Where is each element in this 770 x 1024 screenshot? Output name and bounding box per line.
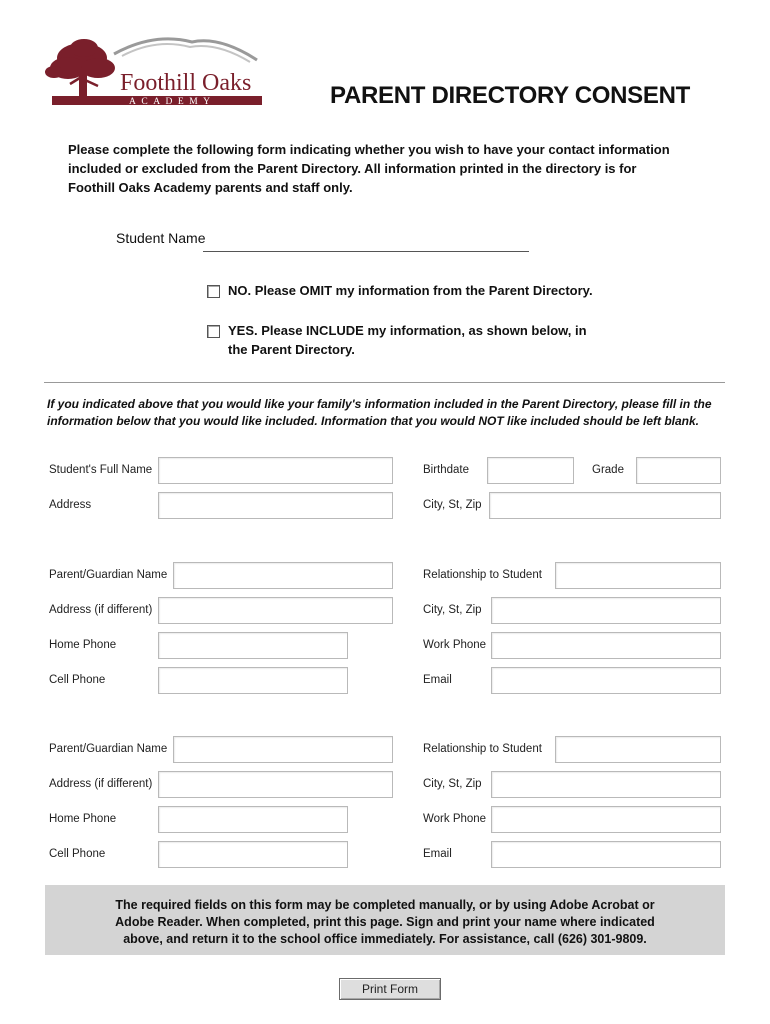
guardian2-email-field[interactable] [491,841,721,868]
intro-line: included or excluded from the Parent Directory. All information printed in the directory is for [68,161,637,176]
guardian1-email-label: Email [423,674,452,686]
guardian1-relationship-field[interactable] [555,562,721,589]
guardian1-work-phone-field[interactable] [491,632,721,659]
guardian1-email-field[interactable] [491,667,721,694]
guardian2-address-field[interactable] [158,771,393,798]
logo-subtitle: ACADEMY [129,97,216,107]
grade-label: Grade [592,464,624,476]
student-name-label: Student Name [116,230,206,246]
intro-paragraph [68,140,708,197]
student-full-name-label: Student's Full Name [49,464,153,476]
birthdate-label: Birthdate [423,464,470,476]
page-title: PARENT DIRECTORY CONSENT [330,82,690,109]
include-checkbox[interactable] [207,325,220,338]
school-logo [42,30,267,110]
submission-notice [45,885,725,955]
guardian1-home-phone-field[interactable] [158,632,348,659]
guardian1-work-phone-label: Work Phone [423,639,487,651]
guardian2-home-phone-field[interactable] [158,806,348,833]
notice-line: The required fields on this form may be completed manually, or by using Adobe Acrobat or [115,898,655,912]
guardian1-city-label: City, St, Zip [423,604,482,616]
notice-line: Adobe Reader. When completed, print this page. Sign and print your name where indicated [115,915,655,929]
guardian2-cell-phone-field[interactable] [158,841,348,868]
include-option-label: YES. Please INCLUDE my information, as shown below, in [228,323,587,338]
guardian2-name-field[interactable] [173,736,393,763]
instructions [47,396,727,430]
guardian2-city-field[interactable] [491,771,721,798]
guardian2-work-phone-label: Work Phone [423,813,487,825]
guardian1-city-field[interactable] [491,597,721,624]
include-option-label-cont: the Parent Directory. [228,342,355,357]
guardian1-name-label: Parent/Guardian Name [49,569,168,581]
student-name-input-line[interactable] [203,251,529,252]
guardian1-address-label: Address (if different) [49,604,153,616]
student-city-label: City, St, Zip [423,499,482,511]
student-full-name-field[interactable] [158,457,393,484]
guardian1-name-field[interactable] [173,562,393,589]
guardian2-address-label: Address (if different) [49,778,153,790]
guardian2-relationship-label: Relationship to Student [423,743,542,755]
guardian1-cell-phone-field[interactable] [158,667,348,694]
instructions-line: If you indicated above that you would like your family's information included in the Parent Directory, please fill in the [47,397,712,411]
guardian2-work-phone-field[interactable] [491,806,721,833]
omit-option-label: NO. Please OMIT my information from the Parent Directory. [228,283,593,298]
instructions-line: information below that you would like included. Information that you would NOT like included should be left blank. [47,414,700,428]
guardian2-cell-phone-label: Cell Phone [49,848,106,860]
guardian1-relationship-label: Relationship to Student [423,569,542,581]
student-city-field[interactable] [489,492,721,519]
omit-checkbox[interactable] [207,285,220,298]
guardian1-cell-phone-label: Cell Phone [49,674,106,686]
guardian1-home-phone-label: Home Phone [49,639,117,651]
guardian2-city-label: City, St, Zip [423,778,482,790]
print-form-button[interactable]: Print Form [339,978,441,1000]
student-address-label: Address [49,499,92,511]
guardian2-home-phone-label: Home Phone [49,813,117,825]
guardian2-name-label: Parent/Guardian Name [49,743,168,755]
student-address-field[interactable] [158,492,393,519]
birthdate-field[interactable] [487,457,574,484]
grade-field[interactable] [636,457,721,484]
logo-wordmark: Foothill Oaks [120,70,252,96]
guardian2-relationship-field[interactable] [555,736,721,763]
section-divider [44,382,725,383]
intro-line: Please complete the following form indicating whether you wish to have your contact information [68,142,670,157]
guardian2-email-label: Email [423,848,452,860]
guardian1-address-field[interactable] [158,597,393,624]
intro-line: Foothill Oaks Academy parents and staff only. [68,180,353,195]
notice-line: above, and return it to the school office immediately. For assistance, call (626) 301-9809. [123,932,647,946]
